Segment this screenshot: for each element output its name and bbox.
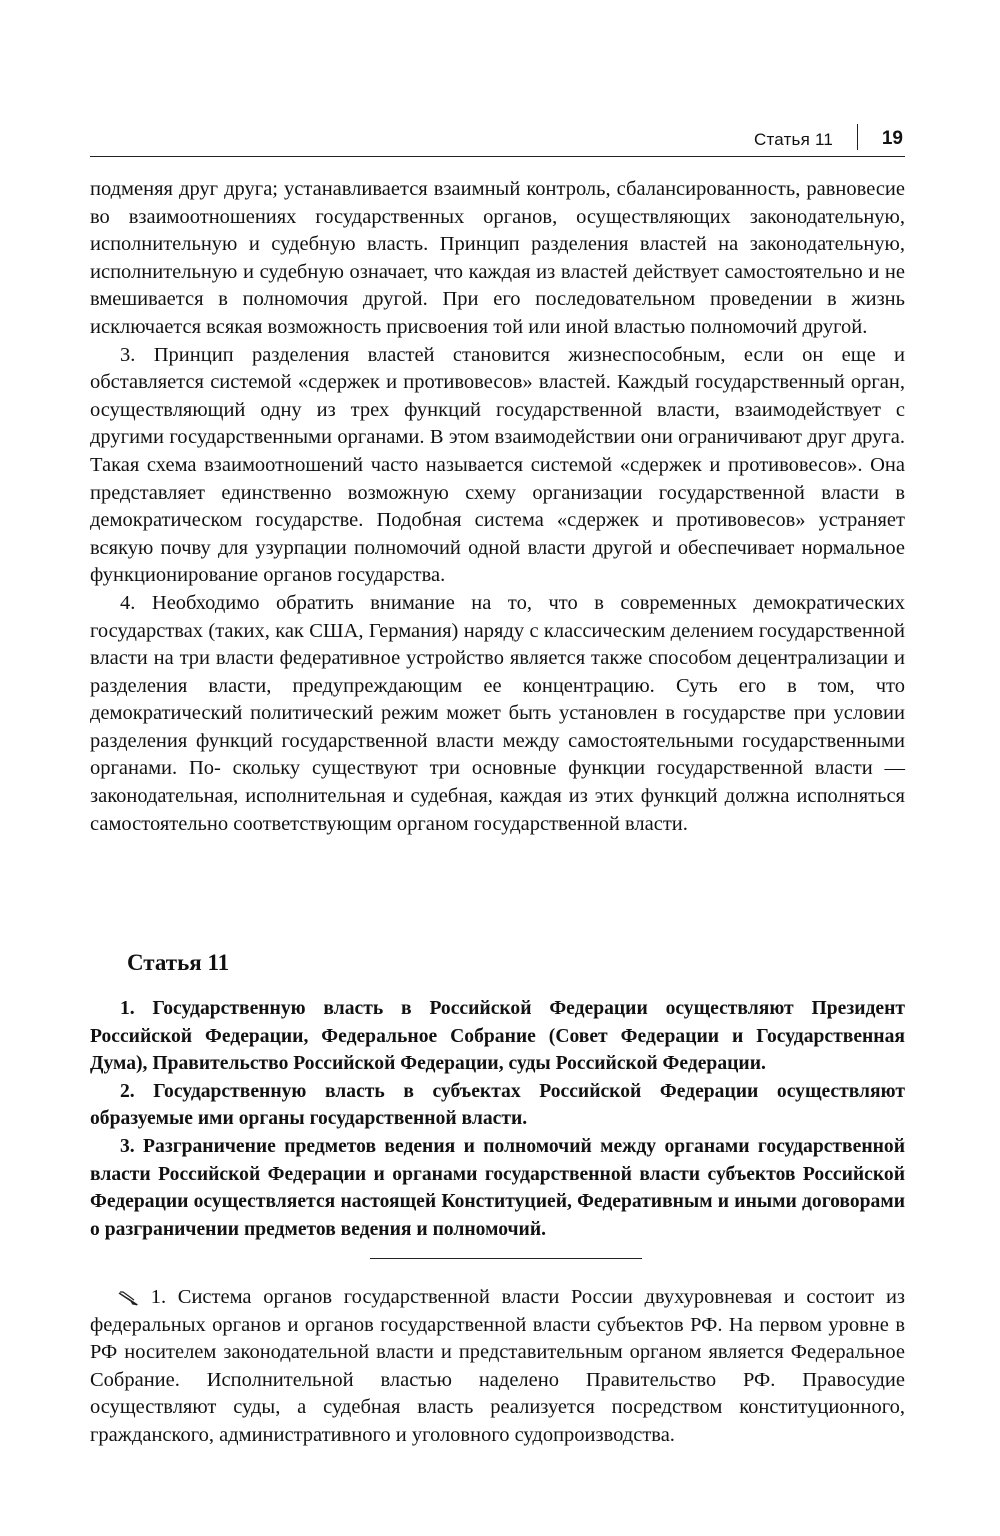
article-title: Статья 11 [127, 950, 230, 975]
article-clause-1: 1. Государственную власть в Российской Федерации осуществляют Президент Российской Федерации, Федеральное Собрание (Совет Федерации и Государственная Дума), Правительство Российской Федерации, суды Российской Федерации. [90, 998, 905, 1075]
article-clause-2: 2. Государственную власть в субъектах Российской Федерации осуществляют образуемые ими органы государственной власти. [90, 1080, 905, 1130]
commentary-paragraph-3: 3. Принцип разделения властей становится жизнеспособным, если он еще и обставляется системой «сдержек и противовесов» властей. Каждый государственный орган, осуществляющий одну из трех функций государственной власти, взаимодействует с другими государственными органами. В этом взаимодействии они ограничивают друг друга. Такая схема взаимоотношений часто называется системой «сдержек и противовесов». Она представляет единственно возможную схему организации государственной власти в демократическом государстве. Подобная система «сдержек и противовесов» устраняет всякую почву для узурпации полномочий одной власти другой и обеспечивает нормальное функционирование органов государства. [90, 343, 905, 587]
article-clause-3: 3. Разграничение предметов ведения и полномочий между органами государственной власти Российской Федерации и органами государственной власти субъектов Российской Федерации осуществляется настоящей Конституцией, Федеративным и иными договорами о разграничении предметов ведения и полномочий. [90, 1135, 905, 1240]
commentary-paragraph-1 [90, 1284, 905, 1450]
commentary-paragraph-continued: подменяя друг друга; устанавливается взаимный контроль, сбалансированность, равновесие во взаимоотношениях государственных органов, осуществляющих законодательную, исполнительную и судебную власть. Принцип разделения властей на законодательную, исполнительную и судебную означает, что каждая из властей действует самостоятельно и не вмешивается в полномочия другой. При его последовательном проведении в жизнь исключается всякая возможность присвоения той или иной властью полномочий другой. [90, 178, 905, 338]
running-header [90, 124, 905, 157]
commentary-text: 1. Система органов государственной власти России двухуровневая и состоит из федеральных органов и органов государственной власти субъектов РФ. На первом уровне в РФ носителем законодательной власти и представительным органом является Федеральное Собрание. Исполнительной властью наделено Правительство РФ. Правосудие осуществляют суды, а судебная власть реализуется посредством конституционного, гражданского, административного и уголовного судопроизводства. [90, 1286, 906, 1446]
header-separator [857, 124, 859, 150]
page-number: 19 [881, 128, 903, 149]
header-article-label: Статья 11 [754, 130, 833, 149]
prior-commentary [90, 176, 905, 838]
section-divider [370, 1258, 642, 1259]
article-text [90, 995, 905, 1243]
article-commentary [90, 1284, 905, 1450]
pencil-icon [117, 1290, 139, 1306]
commentary-paragraph-4: 4. Необходимо обратить внимание на то, что в современных демократических государствах (таких, как США, Германия) наряду с классическим делением государственной власти на три власти федеративное устройство является также способом децентрализации и разделения власти, предупреждающим ее концентрацию. Суть его в том, что демократический политический режим может быть установлен в государстве при условии разделения функций государственной власти между самостоятельными государственными органами. По- скольку существуют три основные функции государственной власти — законодательная, исполнительная и судебная, каждая из этих функций должна исполняться самостоятельно соответствующим органом государственной власти. [90, 591, 905, 835]
